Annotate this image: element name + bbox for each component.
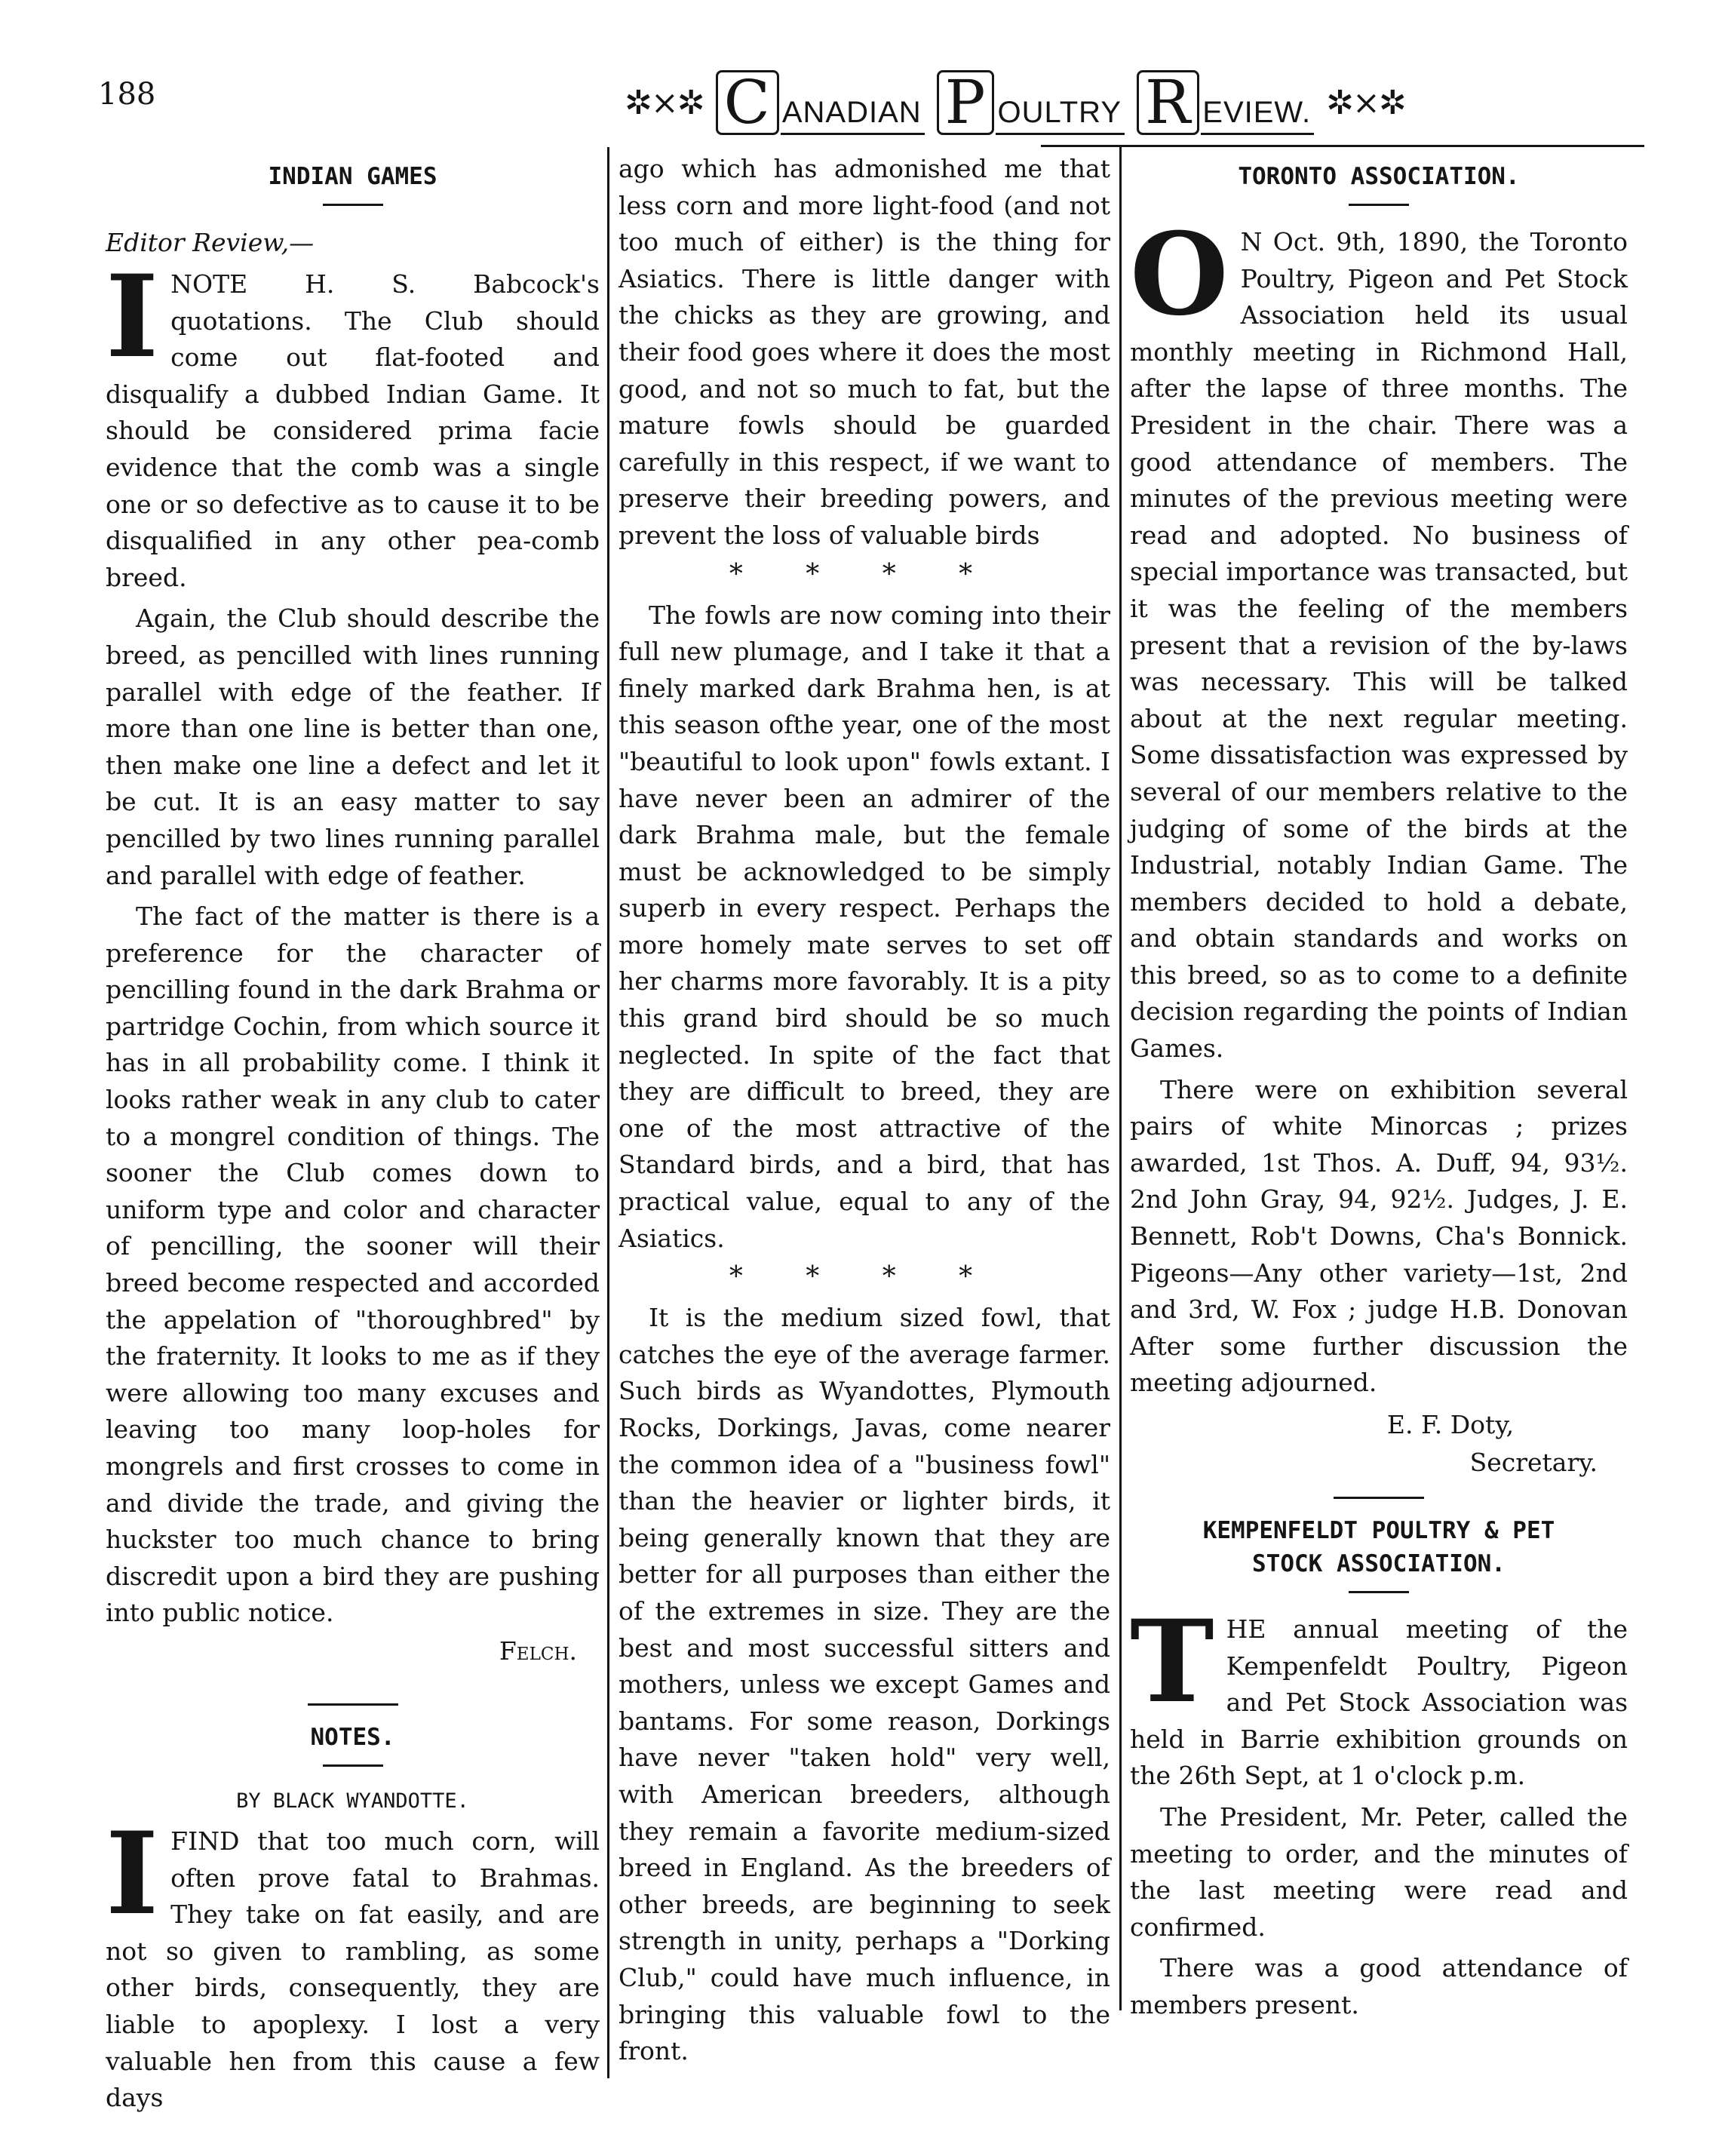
masthead-word-poultry — [937, 67, 1125, 137]
title-rule — [1349, 204, 1409, 206]
section-separator: * * * * — [729, 1261, 1000, 1293]
drop-cap: T — [1130, 1596, 1214, 1728]
ornament-right-icon: ✲⨯✲ — [1326, 83, 1405, 122]
drop-cap: I — [106, 250, 159, 383]
paragraph: HE annual meeting of the Kempenfeldt Poultry, Pigeon and Pet Stock Association was held in Barrie exhibition grounds on the 26th Sept, at 1 o'clock p.m. — [1130, 1614, 1628, 1791]
masthead-initial: P — [937, 70, 995, 135]
masthead-word-rest: ANADIAN — [781, 96, 925, 135]
title-rule — [323, 204, 383, 206]
masthead-word-rest: OULTRY — [996, 96, 1125, 135]
paragraph: N Oct. 9th, 1890, the Toronto Poultry, Pigeon and Pet Stock Association held its usual monthly meeting in Richmond Hall, after the lapse of three months. The President in the chair. There was a good attendance of members. The minutes of the previous meeting were read and adopted. No business of special importance was transacted, but it was the feeling of the members present that a revision of the by-laws was necessary. This will be talked about at the next regular meeting. Some dissatisfaction was expressed by several of our members relative to the judging of some of the birds at the Industrial, notably Indian Game. The members decided to hold a debate, and obtain standards and works on this breed, so as to come to a definite decision regarding the points of Indian Games. — [1130, 227, 1628, 1064]
column-divider — [607, 147, 609, 2078]
masthead-initial: C — [716, 70, 779, 135]
paragraph: NOTE H. S. Babcock's quotations. The Club should come out flat-footed and disqualify a dubbed Indian Game. It should be considered prima facie evidence that the comb was a single one or so defective as to cause it to be disqualified in any other pea-comb breed. — [106, 269, 600, 592]
ornament-left-icon: ✲⨯✲ — [625, 83, 704, 122]
header-rule — [1041, 145, 1644, 147]
signature — [106, 1636, 600, 1666]
masthead-word-rest: EVIEW. — [1201, 96, 1314, 135]
drop-cap: O — [1130, 208, 1229, 341]
article-title-kempenfeldt: KEMPENFELDT POULTRY & PET — [1202, 1517, 1555, 1544]
column-3 — [1130, 151, 1628, 2082]
column-1 — [106, 151, 600, 2113]
section-rule — [1334, 1497, 1424, 1499]
salutation: Editor Review,— — [106, 228, 315, 257]
masthead-word-review — [1137, 67, 1314, 137]
title-rule — [323, 1764, 383, 1767]
paragraph: There was a good attendance of members present. — [1130, 1953, 1628, 2019]
paragraph: The fact of the matter is there is a preference for the character of pencilling found in the dark Brahma or partridge Cochin, from which source it has in all probability come. I think it looks rather weak in any club to cater to a mongrel condition of things. The sooner the Club comes down to uniform type and color and character of pencilling, the sooner will their breed become respected and accorded the appelation of "thoroughbred" by the fraternity. It looks to me as if they were allowing too many excuses and leaving too many loop-holes for mongrels and first crosses to come in and divide the trade, and giving the huckster too much chance to bring discredit upon a bird they are pushing into public notice. — [106, 901, 600, 1628]
paragraph: ago which has admonished me that less corn and more light-food (and not too much of either) is the thing for Asiatics. There is little danger with the chicks as they are growing, and their food goes where it does the most good, and not so much to fat, but the mature fowls should be guarded carefully in this respect, if we want to preserve their breeding powers, and prevent the loss of valuable birds — [619, 154, 1110, 550]
section-rule — [308, 1703, 398, 1706]
paragraph: There were on exhibition several pairs of white Minorcas ; prizes awarded, 1st Thos. A. Duff, 94, 93½. 2nd John Gray, 94, 92½. Judges, J. E. Bennett, Rob't Downs, Cha's Bonnick. Pigeons—Any other variety—1st, 2nd and 3rd, W. Fox ; judge H.B. Donovan After some further discussion the meeting adjourned. — [1130, 1074, 1628, 1398]
section-separator: * * * * — [729, 558, 1000, 590]
page-number: 188 — [98, 77, 156, 112]
article-title-toronto: TORONTO ASSOCIATION. — [1238, 163, 1520, 190]
byline: BY BLACK WYANDOTTE. — [236, 1789, 469, 1813]
signature-name: E. F. Doty, — [1386, 1410, 1515, 1439]
article-title-indian-games: INDIAN GAMES — [268, 163, 437, 190]
paragraph: It is the medium sized fowl, that catches the eye of the average farmer. Such birds as Wyandottes, Plymouth Rocks, Dorkings, Javas, come nearer the common idea of a "business fowl" than the heavier or lighter birds, it being generally known that they are better for all purposes than either the of the extremes in size. They are the best and most successful sitters and mothers, unless we except Games and bantams. For some reason, Dorkings have never "taken hold" very well, with American breeders, although they remain a favorite medium-sized breed in England. As the breeders of other breeds, are beginning to seek strength in unity, perhaps a "Dorking Club," could have much influence, in bringing this valuable fowl to the front. — [619, 1303, 1110, 2066]
article-title-notes: NOTES. — [310, 1723, 395, 1751]
column-2 — [619, 151, 1110, 2082]
masthead-word-canadian — [716, 67, 925, 137]
paragraph: The President, Mr. Peter, called the meeting to order, and the minutes of the last meeting were read and confirmed. — [1130, 1801, 1628, 1942]
masthead-initial: R — [1137, 70, 1199, 135]
paragraph: FIND that too much corn, will often prove fatal to Brahmas. They take on fat easily, and are not so given to rambling, as some other birds, consequently, they are liable to apoplexy. I lost a very valuable hen from this cause a few days — [106, 1826, 600, 2113]
signature-name: Felch. — [499, 1635, 577, 1666]
paragraph: Again, the Club should describe the breed, as pencilled with lines running parallel with edge of the feather. If more than one line is better than one, then make one line a defect and let it be cut. It is an easy matter to say pencilled by two lines running parallel and parallel with edge of feather. — [106, 603, 600, 890]
paragraph: The fowls are now coming into their full new plumage, and I take it that a finely marked dark Brahma hen, is at this season ofthe year, one of the most "beautiful to look upon" fowls extant. I have never been an admirer of the dark Brahma male, but the female must be acknowledged to be simply superb in every respect. Perhaps the more homely mate serves to set off her charms more favorably. It is a pity this grand bird should be so much neglected. In spite of the fact that they are difficult to breed, they are one of the most attractive of the Standard birds, and a bird, that has practical value, equal to any of the Asiatics. — [619, 600, 1110, 1253]
drop-cap: I — [106, 1807, 159, 1940]
masthead — [625, 65, 1405, 140]
signature-title: Secretary. — [1469, 1448, 1598, 1477]
article-title-kempenfeldt-line2: STOCK ASSOCIATION. — [1252, 1550, 1506, 1577]
column-divider — [1119, 147, 1122, 2010]
title-rule — [1349, 1591, 1409, 1593]
